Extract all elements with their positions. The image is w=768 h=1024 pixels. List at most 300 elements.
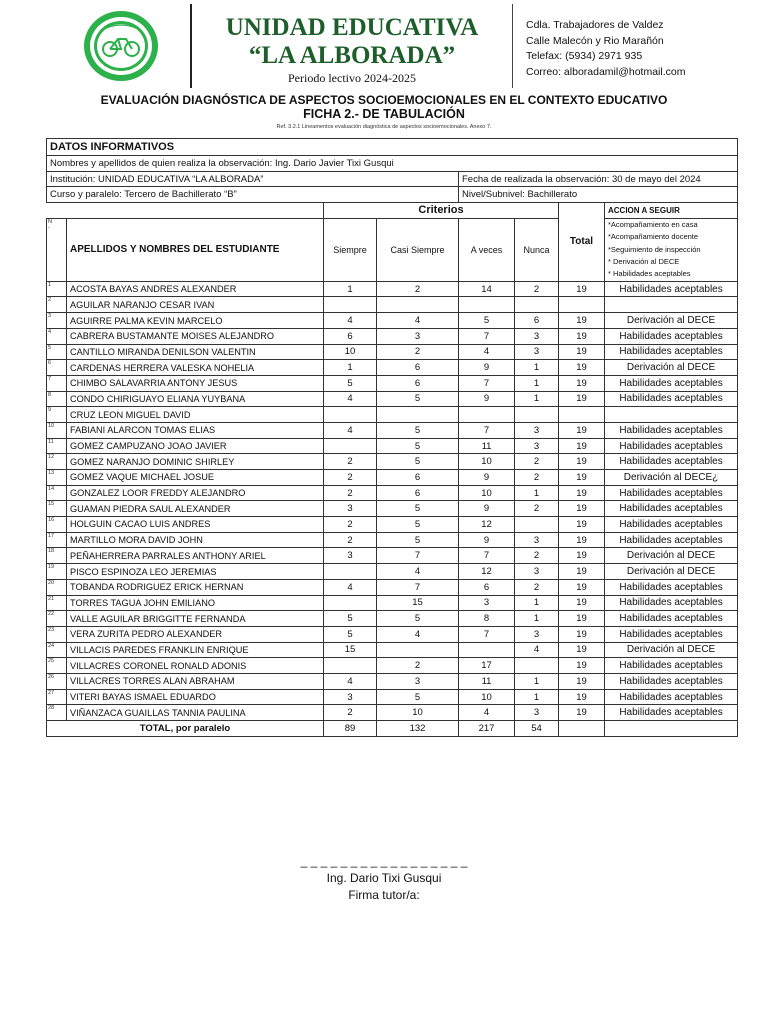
table-row bbox=[47, 501, 738, 517]
row-number: 19 bbox=[47, 564, 67, 580]
school-name: UNIDAD EDUCATIVA bbox=[225, 14, 479, 41]
casi-siempre-value: 4 bbox=[377, 626, 459, 642]
legend-item: *Acompañamiento en casa bbox=[608, 219, 698, 229]
a-veces-value: 7 bbox=[459, 422, 515, 438]
total-nunca: 54 bbox=[515, 721, 559, 737]
total-siempre: 89 bbox=[324, 721, 377, 737]
student-name: GOMEZ NARANJO DOMINIC SHIRLEY bbox=[67, 454, 324, 470]
total-blank bbox=[559, 721, 605, 737]
table-row bbox=[47, 642, 738, 658]
student-name: PISCO ESPINOZA LEO JEREMIAS bbox=[67, 564, 324, 580]
document-subtitle: FICHA 2.- DE TABULACIÓN bbox=[303, 107, 465, 121]
student-name: AGUIRRE PALMA KEVIN MARCELO bbox=[67, 313, 324, 329]
action-value: Habilidades aceptables bbox=[605, 611, 738, 627]
casi-siempre-value: 5 bbox=[377, 611, 459, 627]
contact-address: Cdla. Trabajadores de Valdez bbox=[526, 19, 664, 31]
casi-siempre-value: 5 bbox=[377, 501, 459, 517]
casi-siempre-value: 10 bbox=[377, 705, 459, 721]
casi-siempre-value: 3 bbox=[377, 673, 459, 689]
signature-role: Firma tutor/a: bbox=[348, 888, 420, 902]
siempre-value: 4 bbox=[324, 313, 377, 329]
siempre-value: 4 bbox=[324, 579, 377, 595]
row-number: 13 bbox=[47, 470, 67, 486]
siempre-value: 4 bbox=[324, 422, 377, 438]
student-name: GUAMAN PIEDRA SAUL ALEXANDER bbox=[67, 501, 324, 517]
siempre-value: 15 bbox=[324, 642, 377, 658]
casi-siempre-value: 5 bbox=[377, 454, 459, 470]
action-value: Habilidades aceptables bbox=[605, 344, 738, 360]
casi-siempre-value: 6 bbox=[377, 485, 459, 501]
a-veces-value: 10 bbox=[459, 689, 515, 705]
row-number: 2 bbox=[47, 297, 67, 313]
nunca-value: 3 bbox=[515, 328, 559, 344]
action-value: Derivación al DECE bbox=[605, 564, 738, 580]
table-row bbox=[47, 564, 738, 580]
contact-phone: Telefax: (5934) 2971 935 bbox=[526, 50, 643, 62]
row-number: 5 bbox=[47, 344, 67, 360]
nunca-value: 3 bbox=[515, 422, 559, 438]
total-value: 19 bbox=[559, 517, 605, 533]
a-veces-value: 8 bbox=[459, 611, 515, 627]
casi-siempre-value: 3 bbox=[377, 328, 459, 344]
action-value: Derivación al DECE bbox=[605, 642, 738, 658]
table-row bbox=[47, 579, 738, 595]
nunca-value: 3 bbox=[515, 438, 559, 454]
total-value: 19 bbox=[559, 438, 605, 454]
nunca-value: 1 bbox=[515, 375, 559, 391]
row-number: 6 bbox=[47, 360, 67, 376]
casi-siempre-value: 4 bbox=[377, 564, 459, 580]
casi-siempre-value: 2 bbox=[377, 281, 459, 297]
table-row bbox=[47, 611, 738, 627]
document-header bbox=[0, 0, 768, 92]
total-value: 19 bbox=[559, 611, 605, 627]
siempre-value: 5 bbox=[324, 375, 377, 391]
total-value: 19 bbox=[559, 422, 605, 438]
student-name: VERA ZURITA PEDRO ALEXANDER bbox=[67, 626, 324, 642]
a-veces-value: 3 bbox=[459, 595, 515, 611]
casi-siempre-header: Casi Siempre bbox=[377, 218, 459, 281]
table-row bbox=[47, 360, 738, 376]
a-veces-value: 7 bbox=[459, 375, 515, 391]
row-number: 24 bbox=[47, 642, 67, 658]
siempre-header: Siempre bbox=[324, 218, 377, 281]
table-row bbox=[47, 328, 738, 344]
nunca-value: 2 bbox=[515, 470, 559, 486]
action-value: Habilidades aceptables bbox=[605, 501, 738, 517]
casi-siempre-value: 7 bbox=[377, 548, 459, 564]
student-name: GOMEZ VAQUE MICHAEL JOSUE bbox=[67, 470, 324, 486]
total-value: 19 bbox=[559, 501, 605, 517]
student-name: CRUZ LEON MIGUEL DAVID bbox=[67, 407, 324, 423]
section-heading: DATOS INFORMATIVOS bbox=[47, 139, 738, 156]
nunca-value bbox=[515, 297, 559, 313]
contact-email: Correo: alboradamil@hotmail.com bbox=[526, 65, 686, 78]
siempre-value: 2 bbox=[324, 517, 377, 533]
nunca-header: Nunca bbox=[515, 218, 559, 281]
level-field: Nivel/Subnivel: Bachillerato bbox=[459, 187, 738, 203]
siempre-value: 2 bbox=[324, 485, 377, 501]
a-veces-value: 11 bbox=[459, 438, 515, 454]
document-title: EVALUACIÓN DIAGNÓSTICA DE ASPECTOS SOCIOEMOCIONALES EN EL CONTEXTO EDUCATIVO bbox=[100, 93, 668, 107]
action-value: Derivación al DECE bbox=[605, 548, 738, 564]
total-value: 19 bbox=[559, 564, 605, 580]
total-value: 19 bbox=[559, 454, 605, 470]
legend-item: * Habilidades aceptables bbox=[608, 269, 691, 279]
table-row bbox=[47, 454, 738, 470]
action-value: Habilidades aceptables bbox=[605, 485, 738, 501]
siempre-value: 2 bbox=[324, 454, 377, 470]
table-row bbox=[47, 438, 738, 454]
student-name: MARTILLO MORA DAVID JOHN bbox=[67, 532, 324, 548]
siempre-value bbox=[324, 658, 377, 674]
siempre-value bbox=[324, 297, 377, 313]
legend-item: * Derivación al DECE bbox=[608, 256, 680, 266]
school-logo bbox=[82, 9, 160, 83]
siempre-value: 2 bbox=[324, 532, 377, 548]
row-number: 7 bbox=[47, 375, 67, 391]
row-number: 15 bbox=[47, 501, 67, 517]
total-value: 19 bbox=[559, 532, 605, 548]
nunca-value: 1 bbox=[515, 360, 559, 376]
a-veces-value bbox=[459, 297, 515, 313]
a-veces-value: 9 bbox=[459, 501, 515, 517]
casi-siempre-value bbox=[377, 297, 459, 313]
siempre-value bbox=[324, 564, 377, 580]
student-name: CANTILLO MIRANDA DENILSON VALENTIN bbox=[67, 344, 324, 360]
total-value: 19 bbox=[559, 673, 605, 689]
row-number: 16 bbox=[47, 517, 67, 533]
a-veces-value: 6 bbox=[459, 579, 515, 595]
school-period: Periodo lectivo 2024-2025 bbox=[288, 71, 416, 85]
total-value: 19 bbox=[559, 642, 605, 658]
action-value: Habilidades aceptables bbox=[605, 422, 738, 438]
siempre-value: 6 bbox=[324, 328, 377, 344]
student-name: CARDENAS HERRERA VALESKA NOHELIA bbox=[67, 360, 324, 376]
a-veces-value: 14 bbox=[459, 281, 515, 297]
total-header: Total bbox=[559, 203, 605, 282]
siempre-value: 4 bbox=[324, 391, 377, 407]
row-number: 27 bbox=[47, 689, 67, 705]
row-number: 8 bbox=[47, 391, 67, 407]
table-row bbox=[47, 548, 738, 564]
action-value: Derivación al DECE¿ bbox=[605, 470, 738, 486]
student-header: APELLIDOS Y NOMBRES DEL ESTUDIANTE bbox=[67, 218, 324, 281]
nunca-value: 2 bbox=[515, 548, 559, 564]
student-name: TOBANDA RODRIGUEZ ERICK HERNAN bbox=[67, 579, 324, 595]
row-number: 28 bbox=[47, 705, 67, 721]
action-value: Habilidades aceptables bbox=[605, 705, 738, 721]
nunca-value bbox=[515, 517, 559, 533]
a-veces-value: 9 bbox=[459, 391, 515, 407]
table-row bbox=[47, 422, 738, 438]
total-value: 19 bbox=[559, 328, 605, 344]
nunca-value: 1 bbox=[515, 595, 559, 611]
contact-street: Calle Malecón y Rio Marañón bbox=[526, 34, 664, 47]
signature-line: _ _ _ _ _ _ _ _ _ _ _ _ _ _ _ _ _ bbox=[300, 854, 468, 868]
a-veces-value: 7 bbox=[459, 328, 515, 344]
a-veces-value: 7 bbox=[459, 626, 515, 642]
student-name: VITERI BAYAS ISMAEL EDUARDO bbox=[67, 689, 324, 705]
row-number: 25 bbox=[47, 658, 67, 674]
a-veces-header: A veces bbox=[459, 218, 515, 281]
table-row bbox=[47, 595, 738, 611]
total-value: 19 bbox=[559, 548, 605, 564]
student-name: CHIMBO SALAVARRIA ANTONY JESUS bbox=[67, 375, 324, 391]
student-name: CABRERA BUSTAMANTE MOISES ALEJANDRO bbox=[67, 328, 324, 344]
siempre-value: 10 bbox=[324, 344, 377, 360]
action-value: Habilidades aceptables bbox=[605, 626, 738, 642]
total-value: 19 bbox=[559, 313, 605, 329]
nunca-value: 2 bbox=[515, 501, 559, 517]
nunca-value: 1 bbox=[515, 391, 559, 407]
row-number: 1 bbox=[47, 281, 67, 297]
table-row bbox=[47, 391, 738, 407]
a-veces-value: 4 bbox=[459, 705, 515, 721]
total-value: 19 bbox=[559, 391, 605, 407]
row-number: 3 bbox=[47, 313, 67, 329]
siempre-value: 2 bbox=[324, 705, 377, 721]
table-row bbox=[47, 313, 738, 329]
action-blank bbox=[605, 721, 738, 737]
row-number: 9 bbox=[47, 407, 67, 423]
nunca-value: 2 bbox=[515, 281, 559, 297]
casi-siempre-value: 2 bbox=[377, 658, 459, 674]
student-name: VILLACIS PAREDES FRANKLIN ENRIQUE bbox=[67, 642, 324, 658]
observer-field: Nombres y apellidos de quien realiza la observación: Ing. Dario Javier Tixi Gusqui bbox=[47, 156, 738, 172]
contact-info bbox=[526, 18, 685, 80]
action-value: Habilidades aceptables bbox=[605, 673, 738, 689]
student-name: GONZALEZ LOOR FREDDY ALEJANDRO bbox=[67, 485, 324, 501]
a-veces-value: 9 bbox=[459, 532, 515, 548]
institution-field: Institución: UNIDAD EDUCATIVA “LA ALBORADA” bbox=[47, 171, 459, 187]
siempre-value: 3 bbox=[324, 501, 377, 517]
tabulation-table bbox=[46, 138, 738, 737]
action-value: Habilidades aceptables bbox=[605, 281, 738, 297]
siempre-value: 3 bbox=[324, 548, 377, 564]
siempre-value: 1 bbox=[324, 360, 377, 376]
row-number: 10 bbox=[47, 422, 67, 438]
table-row bbox=[47, 485, 738, 501]
row-number: 11 bbox=[47, 438, 67, 454]
siempre-value: 4 bbox=[324, 673, 377, 689]
table-row bbox=[47, 344, 738, 360]
a-veces-value: 9 bbox=[459, 470, 515, 486]
table-row bbox=[47, 407, 738, 423]
signature-name: Ing. Dario Tixi Gusqui bbox=[326, 871, 442, 885]
signature-block bbox=[0, 853, 768, 904]
table-row bbox=[47, 626, 738, 642]
siempre-value: 3 bbox=[324, 689, 377, 705]
action-value: Habilidades aceptables bbox=[605, 391, 738, 407]
action-value: Habilidades aceptables bbox=[605, 454, 738, 470]
student-name: FABIANI ALARCON TOMAS ELIAS bbox=[67, 422, 324, 438]
action-value: Habilidades aceptables bbox=[605, 517, 738, 533]
total-value: 19 bbox=[559, 485, 605, 501]
legend-item: *Seguimiento de inspección bbox=[608, 244, 701, 254]
action-value bbox=[605, 407, 738, 423]
student-name: VIÑANZACA GUAILLAS TANNIA PAULINA bbox=[67, 705, 324, 721]
row-number: 4 bbox=[47, 328, 67, 344]
a-veces-value bbox=[459, 407, 515, 423]
action-value: Habilidades aceptables bbox=[605, 658, 738, 674]
row-number: 12 bbox=[47, 454, 67, 470]
total-value: 19 bbox=[559, 689, 605, 705]
action-value bbox=[605, 297, 738, 313]
a-veces-value: 10 bbox=[459, 454, 515, 470]
nunca-value: 2 bbox=[515, 454, 559, 470]
nunca-value: 4 bbox=[515, 642, 559, 658]
casi-siempre-value: 2 bbox=[377, 344, 459, 360]
row-number: 23 bbox=[47, 626, 67, 642]
action-value: Derivación al DECE bbox=[605, 360, 738, 376]
a-veces-value: 17 bbox=[459, 658, 515, 674]
siempre-value bbox=[324, 438, 377, 454]
siempre-value bbox=[324, 595, 377, 611]
table-row bbox=[47, 517, 738, 533]
table-row bbox=[47, 689, 738, 705]
a-veces-value: 7 bbox=[459, 548, 515, 564]
a-veces-value: 10 bbox=[459, 485, 515, 501]
casi-siempre-value: 5 bbox=[377, 517, 459, 533]
student-name: TORRES TAGUA JOHN EMILIANO bbox=[67, 595, 324, 611]
student-name: AGUILAR NARANJO CESAR IVAN bbox=[67, 297, 324, 313]
nunca-value: 2 bbox=[515, 579, 559, 595]
criteria-header: Criterios bbox=[324, 203, 559, 219]
a-veces-value: 5 bbox=[459, 313, 515, 329]
nunca-value: 1 bbox=[515, 689, 559, 705]
action-value: Habilidades aceptables bbox=[605, 375, 738, 391]
totals-row bbox=[47, 721, 738, 737]
table-row bbox=[47, 658, 738, 674]
a-veces-value: 12 bbox=[459, 564, 515, 580]
row-number: 14 bbox=[47, 485, 67, 501]
course-field: Curso y paralelo: Tercero de Bachillerato “B” bbox=[47, 187, 459, 203]
action-legend bbox=[605, 218, 738, 281]
table-row bbox=[47, 470, 738, 486]
casi-siempre-value: 5 bbox=[377, 438, 459, 454]
total-value: 19 bbox=[559, 579, 605, 595]
action-value: Habilidades aceptables bbox=[605, 689, 738, 705]
total-value: 19 bbox=[559, 705, 605, 721]
blank-cell bbox=[47, 203, 324, 219]
nunca-value bbox=[515, 407, 559, 423]
nunca-value: 6 bbox=[515, 313, 559, 329]
action-value: Derivación al DECE bbox=[605, 313, 738, 329]
casi-siempre-value: 15 bbox=[377, 595, 459, 611]
casi-siempre-value: 5 bbox=[377, 391, 459, 407]
student-name: GOMEZ CAMPUZANO JOAO JAVIER bbox=[67, 438, 324, 454]
total-value: 19 bbox=[559, 658, 605, 674]
table-row bbox=[47, 705, 738, 721]
siempre-value: 5 bbox=[324, 626, 377, 642]
date-field: Fecha de realizada la observación: 30 de mayo del 2024 bbox=[459, 171, 738, 187]
school-subname: “LA ALBORADA” bbox=[248, 42, 456, 69]
row-number: 18 bbox=[47, 548, 67, 564]
student-name: ACOSTA BAYAS ANDRES ALEXANDER bbox=[67, 281, 324, 297]
total-a-veces: 217 bbox=[459, 721, 515, 737]
table-row bbox=[47, 297, 738, 313]
total-value: 19 bbox=[559, 375, 605, 391]
a-veces-value: 4 bbox=[459, 344, 515, 360]
totals-label: TOTAL, por paralelo bbox=[47, 721, 324, 737]
nunca-value: 1 bbox=[515, 485, 559, 501]
total-value bbox=[559, 297, 605, 313]
student-name: VILLACRES CORONEL RONALD ADONIS bbox=[67, 658, 324, 674]
siempre-value: 1 bbox=[324, 281, 377, 297]
casi-siempre-value: 6 bbox=[377, 360, 459, 376]
row-number: 21 bbox=[47, 595, 67, 611]
number-header: N - bbox=[47, 218, 67, 281]
nunca-value: 1 bbox=[515, 611, 559, 627]
action-value: Habilidades aceptables bbox=[605, 438, 738, 454]
total-value: 19 bbox=[559, 344, 605, 360]
table-row bbox=[47, 673, 738, 689]
a-veces-value: 12 bbox=[459, 517, 515, 533]
action-value: Habilidades aceptables bbox=[605, 532, 738, 548]
action-value: Habilidades aceptables bbox=[605, 328, 738, 344]
student-name: PEÑAHERRERA PARRALES ANTHONY ARIEL bbox=[67, 548, 324, 564]
row-number: 20 bbox=[47, 579, 67, 595]
document-reference: Ref. 3.2.1 Lineamentos evaluación diagnóstica de aspectos socioemocionales. Anexo 7. bbox=[276, 124, 492, 130]
casi-siempre-value bbox=[377, 642, 459, 658]
a-veces-value bbox=[459, 642, 515, 658]
action-header: ACCION A SEGUIR bbox=[605, 203, 738, 219]
nunca-value: 3 bbox=[515, 626, 559, 642]
siempre-value bbox=[324, 407, 377, 423]
table-row bbox=[47, 375, 738, 391]
nunca-value: 3 bbox=[515, 532, 559, 548]
table-row bbox=[47, 532, 738, 548]
legend-item: *Acompañamiento docente bbox=[608, 232, 699, 242]
siempre-value: 2 bbox=[324, 470, 377, 486]
total-value: 19 bbox=[559, 595, 605, 611]
casi-siempre-value: 6 bbox=[377, 375, 459, 391]
action-value: Habilidades aceptables bbox=[605, 595, 738, 611]
nunca-value: 3 bbox=[515, 705, 559, 721]
nunca-value bbox=[515, 658, 559, 674]
total-casi-siempre: 132 bbox=[377, 721, 459, 737]
nunca-value: 3 bbox=[515, 564, 559, 580]
casi-siempre-value: 6 bbox=[377, 470, 459, 486]
total-value: 19 bbox=[559, 360, 605, 376]
casi-siempre-value: 5 bbox=[377, 689, 459, 705]
row-number: 26 bbox=[47, 673, 67, 689]
row-number: 22 bbox=[47, 611, 67, 627]
casi-siempre-value: 5 bbox=[377, 532, 459, 548]
casi-siempre-value: 4 bbox=[377, 313, 459, 329]
student-name: VILLACRES TORRES ALAN ABRAHAM bbox=[67, 673, 324, 689]
nunca-value: 1 bbox=[515, 673, 559, 689]
student-name: HOLGUIN CACAO LUIS ANDRES bbox=[67, 517, 324, 533]
total-value bbox=[559, 407, 605, 423]
action-value: Habilidades aceptables bbox=[605, 579, 738, 595]
nunca-value: 3 bbox=[515, 344, 559, 360]
table-row bbox=[47, 281, 738, 297]
student-name: CONDO CHIRIGUAYO ELIANA YUYBANA bbox=[67, 391, 324, 407]
total-value: 19 bbox=[559, 470, 605, 486]
a-veces-value: 11 bbox=[459, 673, 515, 689]
header-divider-right bbox=[512, 4, 513, 88]
total-value: 19 bbox=[559, 281, 605, 297]
casi-siempre-value: 5 bbox=[377, 422, 459, 438]
student-name: VALLE AGUILAR BRIGGITTE FERNANDA bbox=[67, 611, 324, 627]
casi-siempre-value bbox=[377, 407, 459, 423]
total-value: 19 bbox=[559, 626, 605, 642]
row-number: 17 bbox=[47, 532, 67, 548]
a-veces-value: 9 bbox=[459, 360, 515, 376]
siempre-value: 5 bbox=[324, 611, 377, 627]
